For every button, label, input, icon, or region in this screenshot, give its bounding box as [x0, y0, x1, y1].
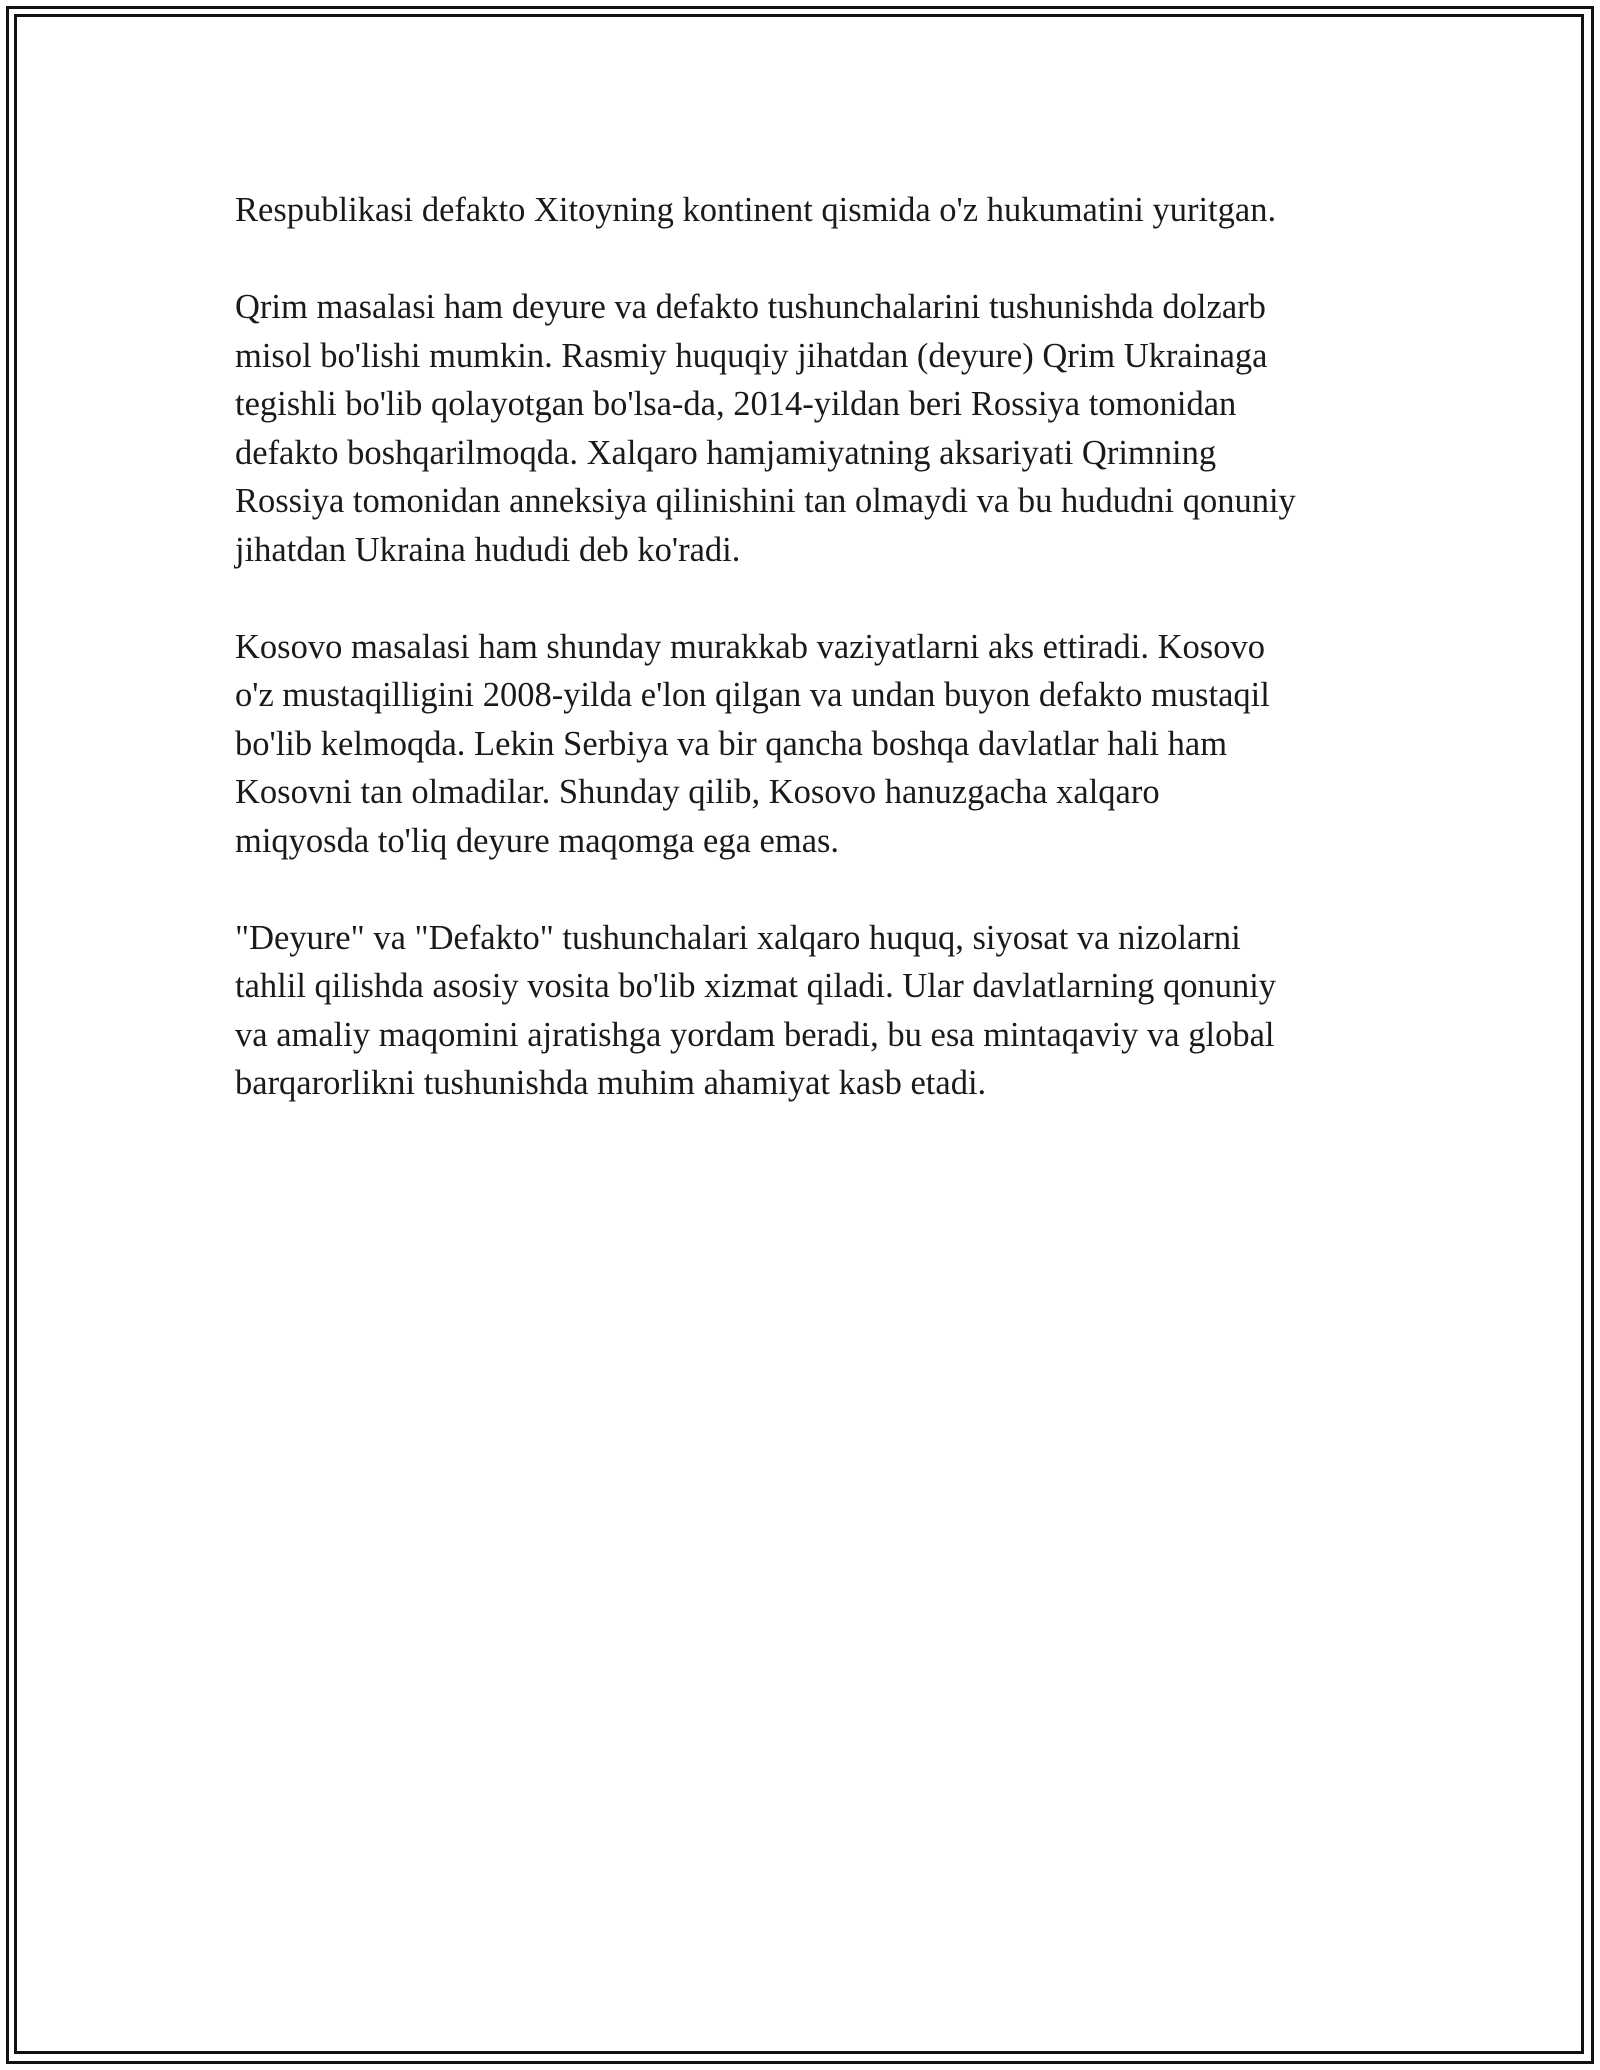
paragraph-4: "Deyure" va "Defakto" tushunchalari xalqaro huquq, siyosat va nizolarni tahlil qilishda asosiy vosita bo'lib xizmat qiladi. Ular davlatlarning qonuniy va amaliy maqomini ajratishga yordam beradi, bu esa mintaqaviy va global barqarorlikni tushunishda muhim ahamiyat kasb etadi. — [235, 918, 1277, 1102]
paragraph-1: Respublikasi defakto Xitoyning kontinent qismida o'z hukumatini yuritgan. — [235, 191, 1277, 229]
document-body — [235, 186, 1375, 1156]
paragraph-3: Kosovo masalasi ham shunday murakkab vaziyatlarni aks ettiradi. Kosovo o'z mustaqilligini 2008-yilda e'lon qilgan va undan buyon defakto mustaqil bo'lib kelmoqda. Lekin Serbiya va bir qancha boshqa davlatlar hali ham Kosovni tan olmadilar. Shunday qilib, Kosovo hanuzgacha xalqaro miqyosda to'liq deyure maqomga ega emas. — [235, 627, 1270, 860]
paragraph-2: Qrim masalasi ham deyure va defakto tushunchalarini tushunishda dolzarb misol bo'lishi mumkin. Rasmiy huquqiy jihatdan (deyure) Qrim Ukrainaga tegishli bo'lib qolayotgan bo'lsa-da, 2014-yildan beri Rossiya tomonidan defakto boshqarilmoqda. Xalqaro hamjamiyatning aksariyati Qrimning Rossiya tomonidan anneksiya qilinishini tan olmaydi va bu hududni qonuniy jihatdan Ukraina hududi deb ko'radi. — [235, 288, 1296, 569]
